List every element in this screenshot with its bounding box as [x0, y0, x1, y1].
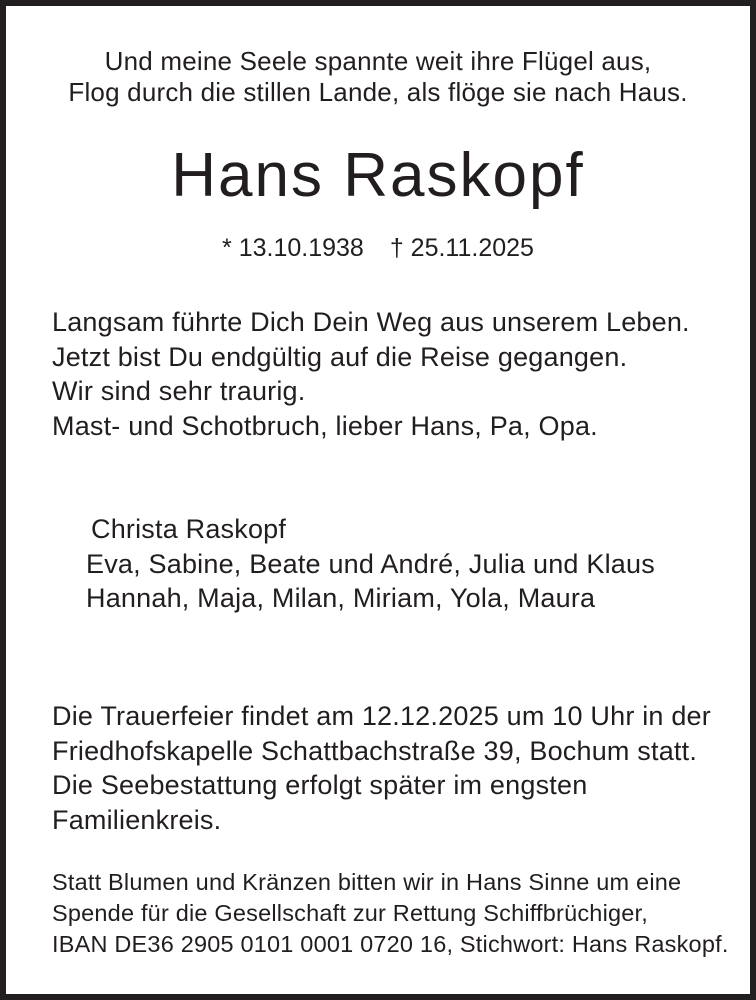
donation-line: Spende für die Gesellschaft zur Rettung Schiffbrüchiger, — [52, 900, 648, 926]
funeral-line: Friedhofskapelle Schattbachstraße 39, Bochum statt. — [52, 735, 698, 766]
verse-line: Flog durch die stillen Lande, als flöge sie nach Haus. — [68, 77, 688, 107]
verse-line: Und meine Seele spannte weit ihre Flügel aus, — [104, 46, 652, 76]
deceased-name: Hans Raskopf — [171, 141, 585, 210]
funeral-line: Familienkreis. — [52, 804, 222, 835]
life-dates — [6, 232, 750, 264]
farewell-line: Mast- und Schotbruch, lieber Hans, Pa, Opa. — [52, 410, 598, 441]
funeral-info — [52, 699, 720, 837]
birth-date: * 13.10.1938 — [222, 234, 364, 262]
donation-line: IBAN DE36 2905 0101 0001 0720 16, Stichwort: Hans Raskopf. — [52, 931, 729, 957]
farewell-line: Wir sind sehr traurig. — [52, 376, 306, 406]
funeral-line: Die Trauerfeier findet am 12.12.2025 um 10 Uhr in der — [52, 701, 711, 731]
donation-info — [52, 867, 729, 960]
mourners-list — [86, 512, 720, 616]
death-date: † 25.11.2025 — [389, 234, 534, 262]
mourner-line: Eva, Sabine, Beate und André, Julia und Klaus — [86, 548, 655, 579]
donation-line: Statt Blumen und Kränzen bitten wir in Hans Sinne um eine — [52, 869, 682, 895]
farewell-line: Jetzt bist Du endgültig auf die Reise gegangen. — [52, 341, 628, 372]
opening-verse — [6, 46, 750, 108]
mourner-line: Christa Raskopf — [91, 514, 287, 544]
mourner-line: Hannah, Maja, Milan, Miriam, Yola, Maura — [86, 583, 596, 613]
farewell-text — [52, 305, 720, 443]
farewell-line: Langsam führte Dich Dein Weg aus unserem Leben. — [52, 307, 690, 337]
funeral-line: Die Seebestattung erfolgt später im engsten — [52, 770, 588, 800]
